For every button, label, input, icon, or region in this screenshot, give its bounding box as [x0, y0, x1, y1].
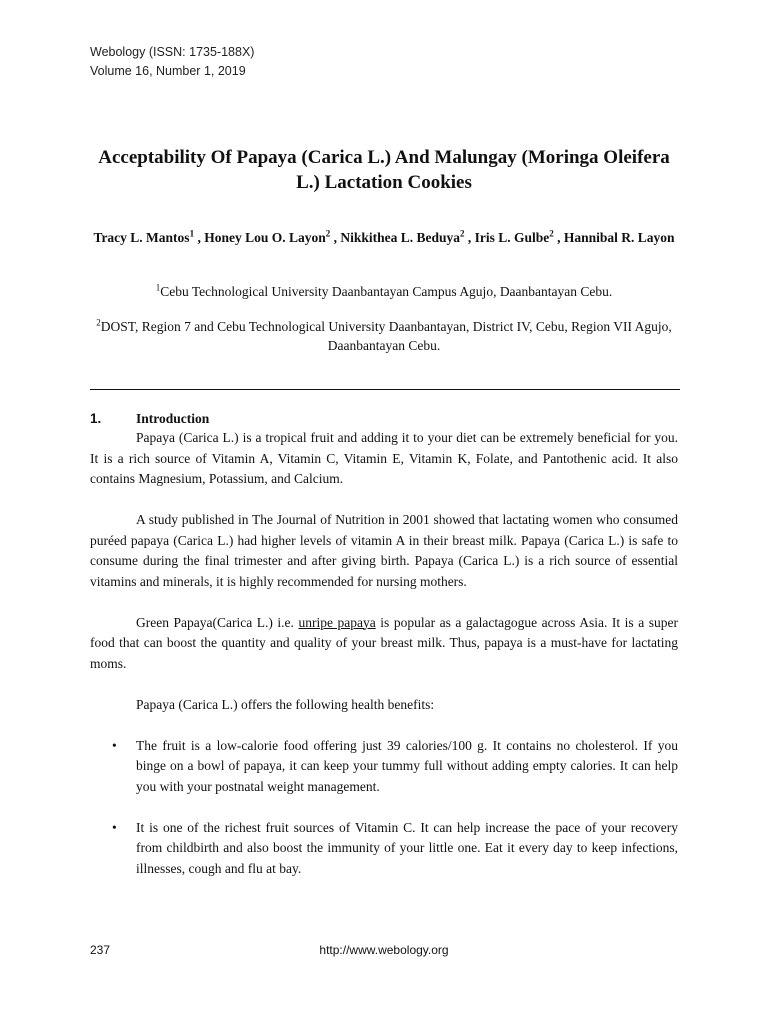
journal-name: Webology (ISSN: 1735-188X) [90, 45, 255, 59]
horizontal-divider [90, 389, 680, 390]
affiliation-text: Cebu Technological University Daanbantayan Campus Agujo, Daanbantayan Cebu. [160, 284, 613, 299]
bullet-icon: • [112, 737, 117, 753]
list-item [90, 736, 678, 798]
bullet-icon: • [112, 819, 117, 835]
paragraph: Papaya (Carica L.) is a tropical fruit and adding it to your diet can be extremely beneficial for you. It is a rich source of Vitamin A, Vitamin C, Vitamin E, Vitamin K, Folate, and Pantothenic acid. It also contains Magnesium, Potassium, and Calcium. [90, 430, 678, 486]
author-list [90, 228, 678, 247]
author-name: Tracy L. Mantos [93, 230, 190, 245]
section-number: 1. [90, 411, 102, 426]
author-affiliation-mark: 2 [460, 228, 465, 239]
list-item-text: It is one of the richest fruit sources of Vitamin C. It can help increase the pace of your recovery from childbirth and also boost the immunity of your little one. Eat it every day to keep infections, illnesses, cough and flu at bay. [136, 819, 678, 876]
section-title: Introduction [136, 411, 210, 426]
author-affiliation-mark: 1 [189, 228, 195, 239]
paragraph-text: Green Papaya(Carica L.) i.e. [136, 614, 299, 630]
body-text [90, 428, 678, 900]
paragraph: Papaya (Carica L.) offers the following health benefits: [136, 696, 435, 712]
affiliation-mark: 1 [155, 282, 161, 293]
author-separator: , [553, 230, 564, 245]
unripe-papaya-link[interactable]: unripe papaya [298, 614, 376, 630]
affiliation-1 [90, 282, 678, 301]
benefits-list [90, 736, 678, 880]
journal-volume: Volume 16, Number 1, 2019 [90, 64, 246, 78]
paragraph [90, 613, 678, 675]
author-separator: , [194, 230, 205, 245]
affiliation-mark: 2 [96, 317, 101, 328]
author-affiliation-mark: 2 [325, 228, 331, 239]
affiliation-2 [90, 317, 678, 355]
list-item [90, 818, 678, 880]
author-separator: , [464, 230, 475, 245]
paragraph-text: is popular as a galactagogue across Asia. It is a super food that can boost the quantity and quality of your breast milk. Thus, papaya is a must-have for lactating moms. [90, 614, 678, 671]
list-item-text: The fruit is a low-calorie food offering just 39 calories/100 g. It contains no cholesterol. If you binge on a bowl of papaya, it can keep your tummy full without adding empty calories. It can help you with your postnatal weight management. [136, 737, 678, 794]
paragraph: A study published in The Journal of Nutrition in 2001 showed that lactating women who consumed puréed papaya (Carica L.) had higher levels of vitamin A in their breast milk. Papaya (Carica L.) is safe to consume during the final trimester and after giving birth. Papaya (Carica L.) is a rich source of essential vitamins and minerals, it is highly recommended for nursing mothers. [90, 512, 678, 589]
author-separator: , [330, 230, 341, 245]
journal-url-link[interactable]: http://www.webology.org [319, 943, 449, 957]
page-number: 237 [90, 943, 111, 957]
author-name: Honey Lou O. Layon [204, 230, 326, 245]
author-name: Nikkithea L. Beduya [340, 230, 460, 245]
journal-header [90, 43, 254, 81]
author-name: Hannibal R. Layon [563, 230, 675, 245]
paper-title: Acceptability Of Papaya (Carica L.) And Malungay (Moringa Oleifera L.) Lactation Cookies [98, 147, 670, 193]
author-name: Iris L. Gulbe [474, 230, 550, 245]
affiliation-text: DOST, Region 7 and Cebu Technological University Daanbantayan, District IV, Cebu, Region VII Agujo, Daanbantayan Cebu. [100, 319, 672, 353]
author-affiliation-mark: 2 [549, 228, 554, 239]
